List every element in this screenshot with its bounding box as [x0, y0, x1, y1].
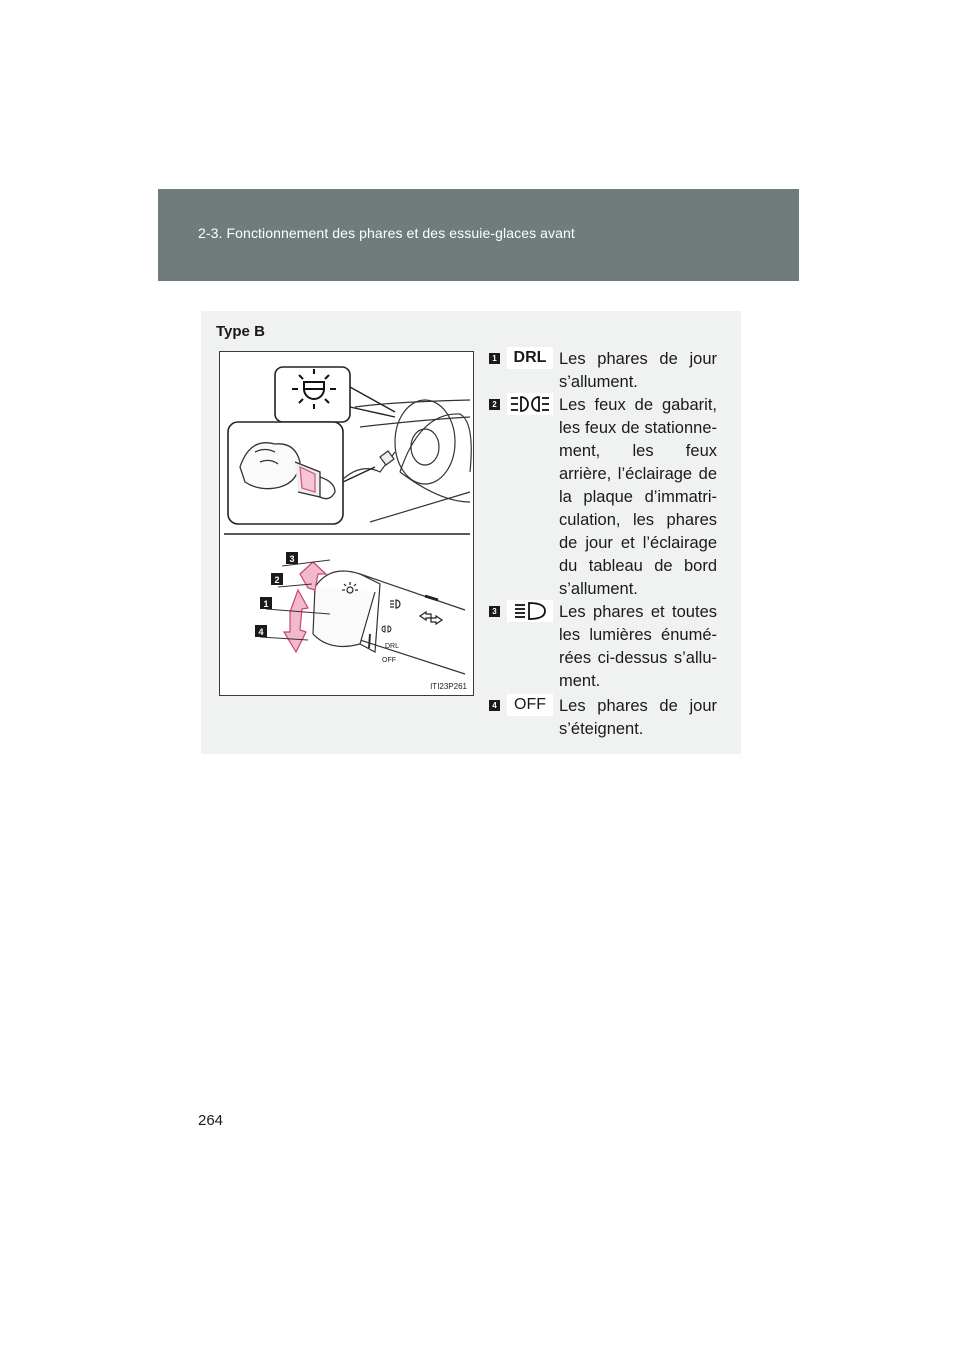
item-number: 4: [489, 700, 500, 711]
callout-4: 4: [258, 627, 264, 637]
drl-symbol: DRL: [507, 347, 553, 369]
lever-beam-icon: [390, 600, 400, 608]
info-panel: [201, 311, 741, 754]
chapter-title: 2-3. Fonctionnement des phares et des essuie-glaces avant: [198, 225, 575, 241]
item-number: 2: [489, 399, 500, 410]
chapter-header: [158, 189, 799, 281]
callout-3: 3: [289, 554, 295, 564]
item-text: Les phares de jour s’allument.: [559, 350, 717, 391]
page-number: 264: [198, 1112, 224, 1129]
item-number: 3: [489, 606, 500, 617]
callout-1: 1: [263, 599, 269, 609]
panel-title: Type B: [216, 323, 265, 340]
headlight-callout-bubble: [275, 367, 350, 422]
item-text: Les phares et toutes les lumières énumé-rées ci-dessus s’allu-ment.: [559, 603, 717, 690]
switch-illustration: [219, 351, 474, 696]
item-text: Les phares de jour s’éteignent.: [559, 697, 717, 738]
parking-light-icon: [382, 626, 391, 632]
illustration-drawing: [220, 352, 475, 697]
lever-drl-label: DRL: [385, 643, 400, 650]
item-number: 1: [489, 353, 500, 364]
figure-code: ITI23P261: [430, 682, 467, 691]
item-text: Les feux de gabarit, les feux de stationne-ment, les feux arrière, l’éclairage de la plaque d’immatri-culation, les phares de jour et l’éclairage du tableau de bord s’allument.: [559, 396, 717, 598]
turn-signal-icon: [420, 612, 442, 624]
off-symbol: OFF: [507, 694, 553, 716]
lever-off-label: OFF: [382, 657, 396, 664]
callout-2: 2: [274, 575, 280, 585]
headlight-icon: [507, 600, 553, 622]
parking-light-icon: [507, 393, 553, 415]
